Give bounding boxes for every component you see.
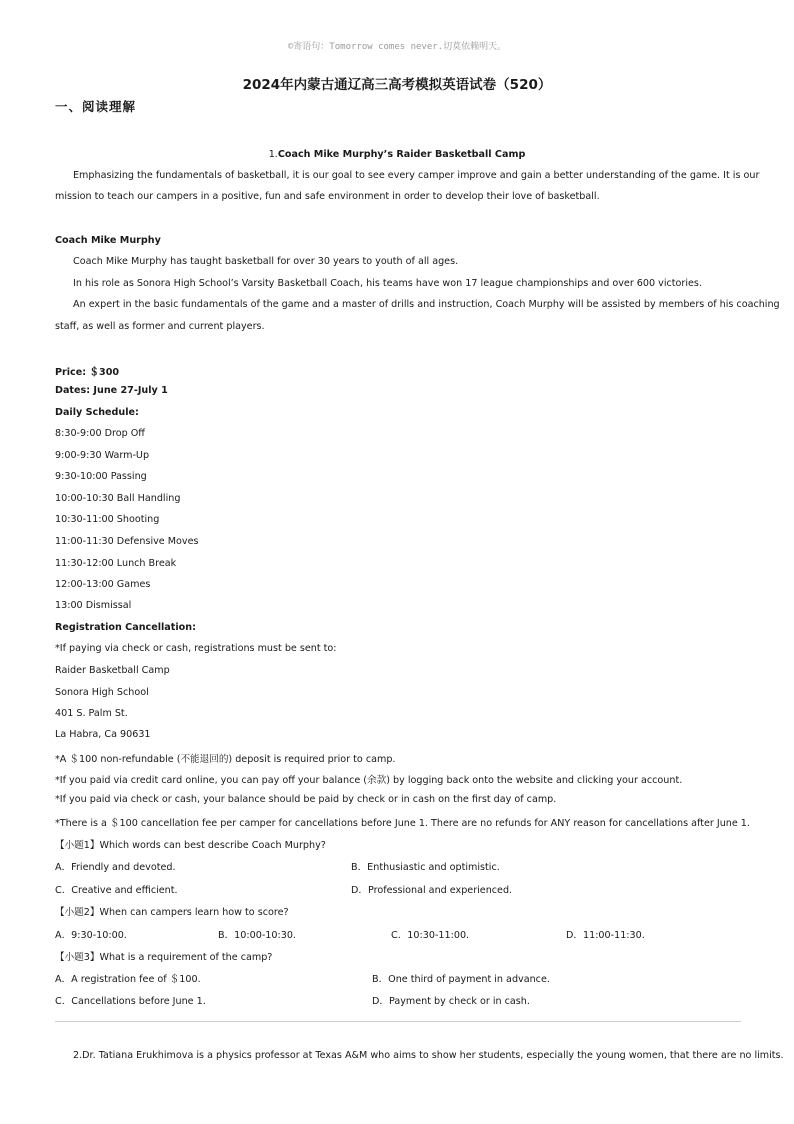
dates-line: Dates: June 27-July 1	[55, 385, 168, 396]
intro-line-1: Emphasizing the fundamentals of basketball, it is our goal to see every camper improve and gain a better understanding of the game. It is our	[73, 170, 760, 181]
schedule-item: 9:30-10:00 Passing	[55, 471, 147, 482]
registration-line: 401 S. Palm St.	[55, 708, 128, 719]
schedule-heading: Daily Schedule:	[55, 407, 139, 418]
question-3-stem: 【小题3】What is a requirement of the camp?	[55, 952, 273, 963]
question-1-option-b[interactable]: B．Enthusiastic and optimistic.	[351, 862, 500, 873]
question-1-option-c[interactable]: C．Creative and efficient.	[55, 885, 178, 896]
registration-line: *There is a ＄100 cancellation fee per camper for cancellations before June 1. There are no refunds for ANY reason for cancellations after June 1.	[55, 818, 750, 829]
registration-heading: Registration Cancellation:	[55, 622, 196, 633]
schedule-item: 13:00 Dismissal	[55, 600, 132, 611]
section-heading: 一、阅读理解	[55, 99, 137, 114]
question-3-option-a[interactable]: A．A registration fee of ＄100.	[55, 974, 201, 985]
coach-paragraph-1: Coach Mike Murphy has taught basketball for over 30 years to youth of all ages.	[73, 256, 459, 267]
schedule-item: 12:00-13:00 Games	[55, 579, 151, 590]
question-3-option-c[interactable]: C．Cancellations before June 1.	[55, 996, 206, 1007]
passage-number: 1.	[268, 149, 278, 160]
question-2-option-b[interactable]: B．10:00-10:30.	[218, 930, 296, 941]
registration-line: La Habra, Ca 90631	[55, 729, 151, 740]
question-1-option-d[interactable]: D．Professional and experienced.	[351, 885, 513, 896]
question-1-stem: 【小题1】Which words can best describe Coach Murphy?	[55, 840, 326, 851]
passage-title: Coach Mike Murphy’s Raider Basketball Camp	[277, 149, 526, 160]
question-2-option-d[interactable]: D．11:00-11:30.	[566, 930, 645, 941]
motto-header: ©寄语句：Tomorrow comes never.切莫依赖明天。	[287, 42, 507, 52]
registration-line: *If paying via check or cash, registrations must be sent to:	[55, 643, 337, 654]
coach-paragraph-2: In his role as Sonora High School’s Varsity Basketball Coach, his teams have won 17 league championships and over 600 victories.	[73, 278, 702, 289]
question-2-option-c[interactable]: C．10:30-11:00.	[391, 930, 470, 941]
registration-line: *If you paid via check or cash, your balance should be paid by check or in cash on the first day of camp.	[55, 794, 557, 805]
coach-heading: Coach Mike Murphy	[55, 235, 161, 246]
registration-line: Sonora High School	[55, 687, 149, 698]
price-line: Price: ＄300	[55, 367, 120, 378]
question-3-option-d[interactable]: D．Payment by check or in cash.	[372, 996, 530, 1007]
passage1-heading	[0, 149, 794, 160]
registration-line: Raider Basketball Camp	[55, 665, 170, 676]
page-title: 2024年内蒙古通辽高三高考模拟英语试卷（520）	[242, 77, 552, 93]
registration-line: *If you paid via credit card online, you can pay off your balance (余款) by logging back onto the website and clicking your account.	[55, 775, 683, 786]
question-2-option-a[interactable]: A．9:30-10:00.	[55, 930, 127, 941]
schedule-item: 10:00-10:30 Ball Handling	[55, 493, 181, 504]
passage2-line-1: 2.Dr. Tatiana Erukhimova is a physics professor at Texas A&M who aims to show her students, especially the young women, that there are no limits.	[73, 1050, 784, 1061]
question-2-stem: 【小题2】When can campers learn how to score?	[55, 907, 289, 918]
coach-paragraph-3-line-2: staff, as well as former and current players.	[55, 321, 265, 332]
coach-paragraph-3-line-1: An expert in the basic fundamentals of the game and a master of drills and instruction, Coach Murphy will be assisted by members of his coaching	[73, 299, 780, 310]
schedule-item: 9:00-9:30 Warm-Up	[55, 450, 150, 461]
registration-line: *A ＄100 non-refundable (不能退回的) deposit is required prior to camp.	[55, 754, 396, 765]
section-divider	[55, 1021, 741, 1022]
question-3-option-b[interactable]: B．One third of payment in advance.	[372, 974, 550, 985]
schedule-item: 11:30-12:00 Lunch Break	[55, 558, 177, 569]
question-1-option-a[interactable]: A．Friendly and devoted.	[55, 862, 176, 873]
schedule-item: 8:30-9:00 Drop Off	[55, 428, 145, 439]
intro-line-2: mission to teach our campers in a positive, fun and safe environment in order to develop their love of basketball.	[55, 191, 600, 202]
schedule-item: 10:30-11:00 Shooting	[55, 514, 160, 525]
schedule-item: 11:00-11:30 Defensive Moves	[55, 536, 199, 547]
